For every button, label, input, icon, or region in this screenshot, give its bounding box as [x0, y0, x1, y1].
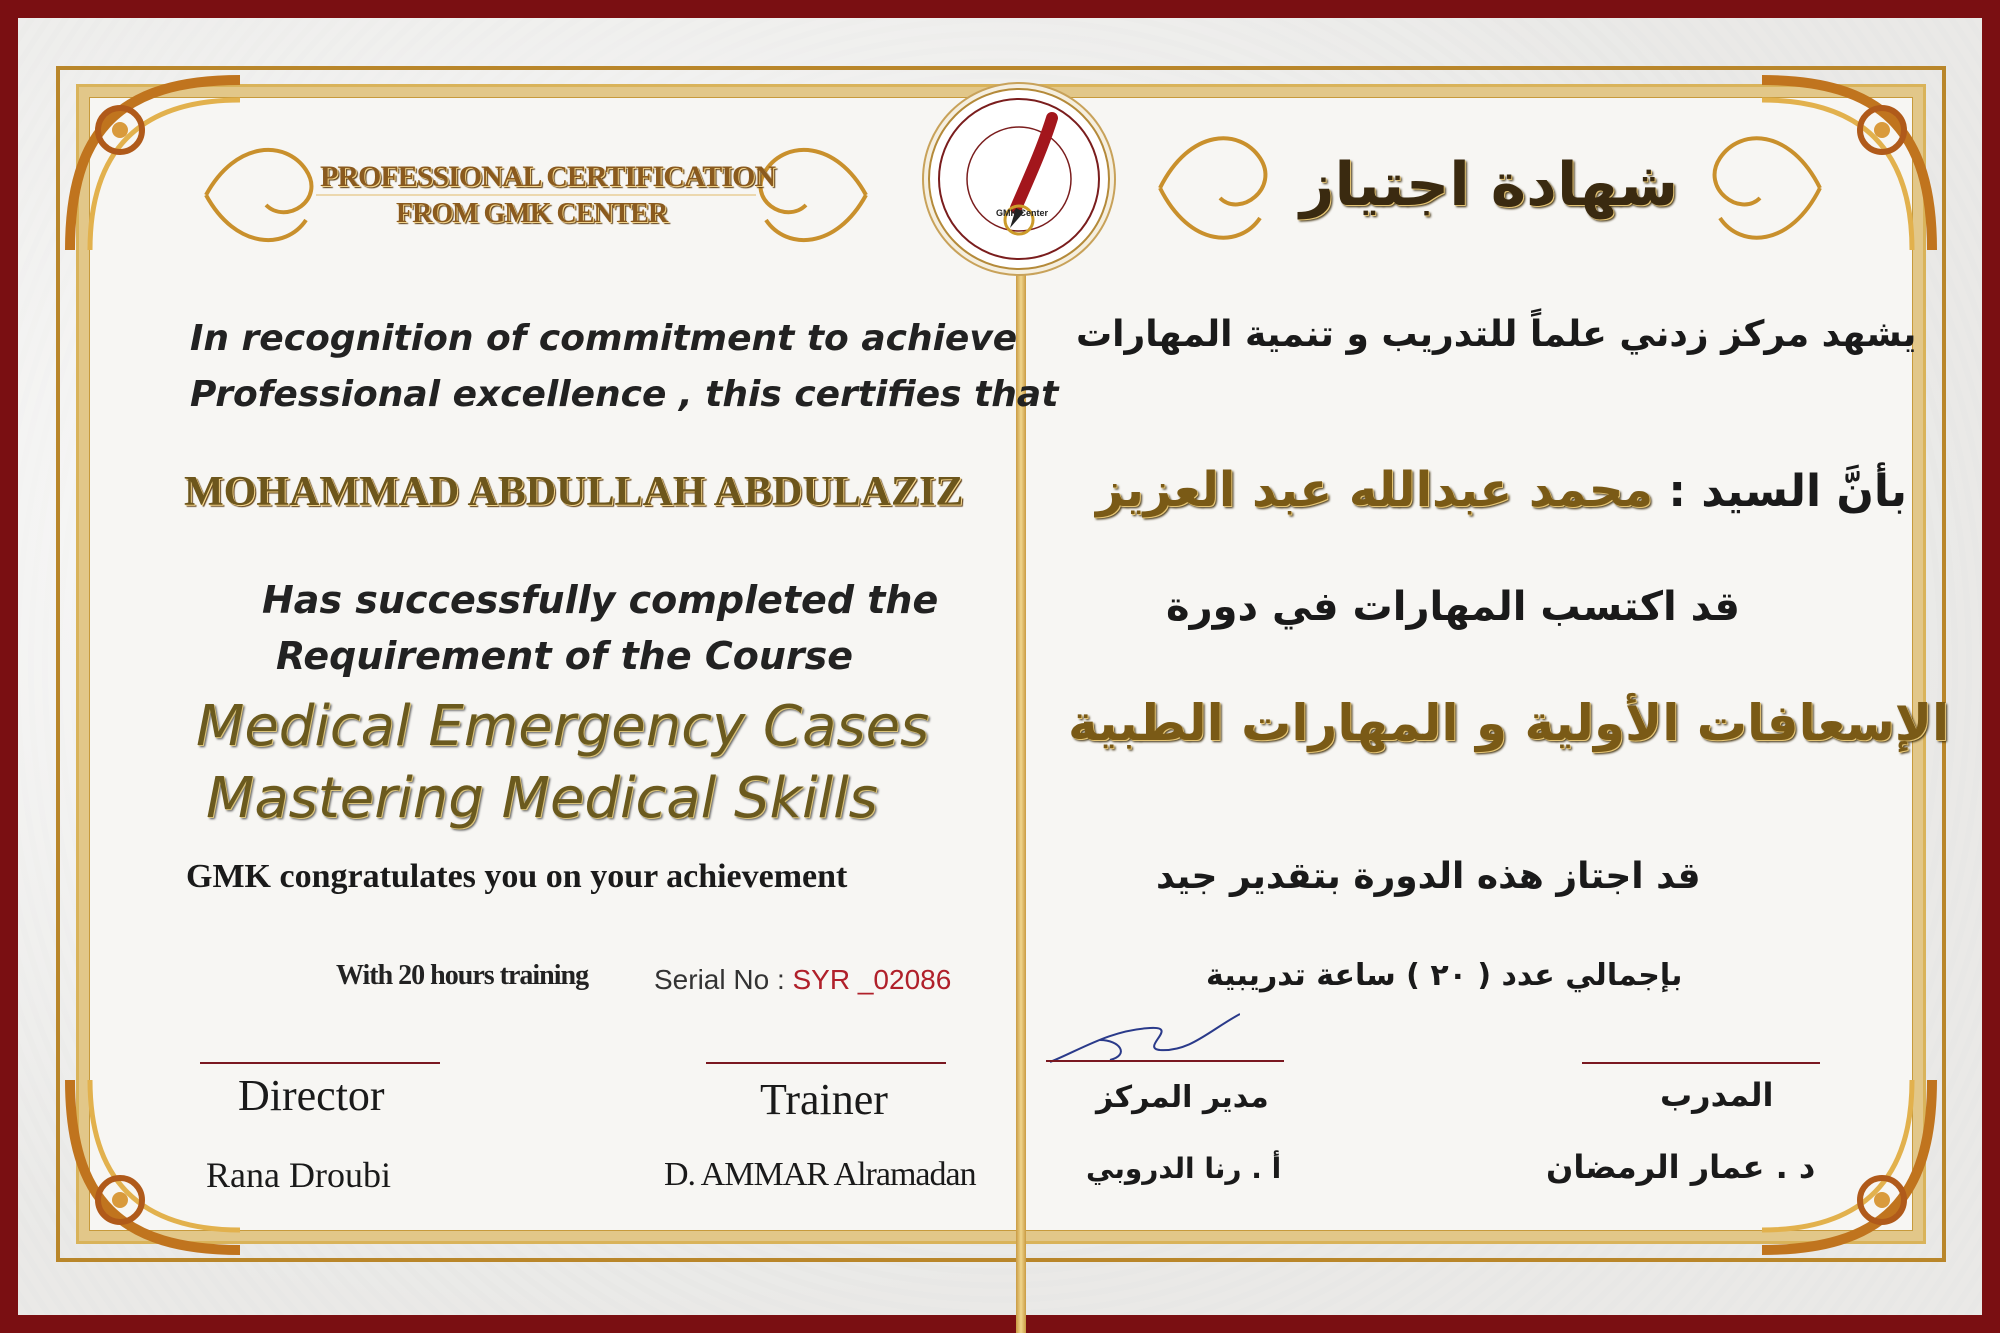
arabic-director-title: مدير المركز [1096, 1080, 1269, 1115]
gmk-logo-icon [930, 90, 1108, 268]
arabic-trainer-signature-line [1582, 1062, 1820, 1064]
congratulations-text: GMK congratulates you on your achievement [186, 858, 848, 895]
recognition-line1: In recognition of commitment to achieve [190, 318, 1018, 359]
header-flourish-left [196, 130, 876, 260]
arabic-title: شهادة اجتياز [1300, 150, 1679, 220]
serial-value: SYR _02086 [792, 964, 952, 995]
recognition-line2: Professional excellence , this certifies that [190, 374, 1059, 415]
trainer-title: Trainer [760, 1075, 888, 1124]
completed-line1: Has successfully completed the [262, 578, 939, 622]
director-signature-line [200, 1062, 440, 1064]
arabic-acquired-line: قد اكتسب المهارات في دورة [1166, 584, 1740, 630]
arabic-trainer-name: د . عمار الرمضان [1546, 1148, 1816, 1186]
course-line2: Mastering Medical Skills [206, 766, 878, 831]
director-name: Rana Droubi [206, 1155, 391, 1195]
arabic-passed-line: قد اجتاز هذه الدورة بتقدير جيد [1156, 856, 1701, 897]
center-seal [928, 88, 1110, 270]
serial-number [654, 964, 951, 996]
arabic-name-label: بأنَّ السيد : [1668, 466, 1907, 517]
trainer-signature-line [706, 1062, 946, 1064]
training-hours: With 20 hours training [336, 960, 589, 991]
arabic-trainer-title: المدرب [1660, 1076, 1774, 1114]
arabic-hours-line: بإجمالي عدد ( ٢٠ ) ساعة تدريبية [1206, 958, 1683, 993]
director-title: Director [238, 1071, 385, 1120]
trainer-name: D. AMMAR Alramadan [664, 1156, 976, 1193]
recipient-name: MOHAMMAD ABDULLAH ABDULAZIZ [184, 469, 964, 515]
center-divider [1016, 150, 1026, 1333]
arabic-name-line [1096, 462, 1907, 518]
header-title-line2: FROM GMK CENTER [396, 198, 668, 229]
arabic-name-value: محمد عبدالله عبد العزيز [1096, 462, 1654, 518]
arabic-course-name: الإسعافات الأولية و المهارات الطبية [1068, 694, 1950, 752]
course-line1: Medical Emergency Cases [196, 694, 930, 759]
arabic-center-line: يشهد مركز زدني علماً للتدريب و تنمية المهارات [1076, 314, 1917, 355]
header-title-line1: PROFESSIONAL CERTIFICATION [320, 160, 775, 193]
seal-inner-text: GMK Center [996, 208, 1049, 218]
arabic-director-name: أ . رنا الدروبي [1086, 1152, 1282, 1185]
arabic-director-signature-line [1046, 1060, 1284, 1062]
completed-line2: Requirement of the Course [276, 634, 854, 678]
serial-label: Serial No : [654, 964, 793, 995]
